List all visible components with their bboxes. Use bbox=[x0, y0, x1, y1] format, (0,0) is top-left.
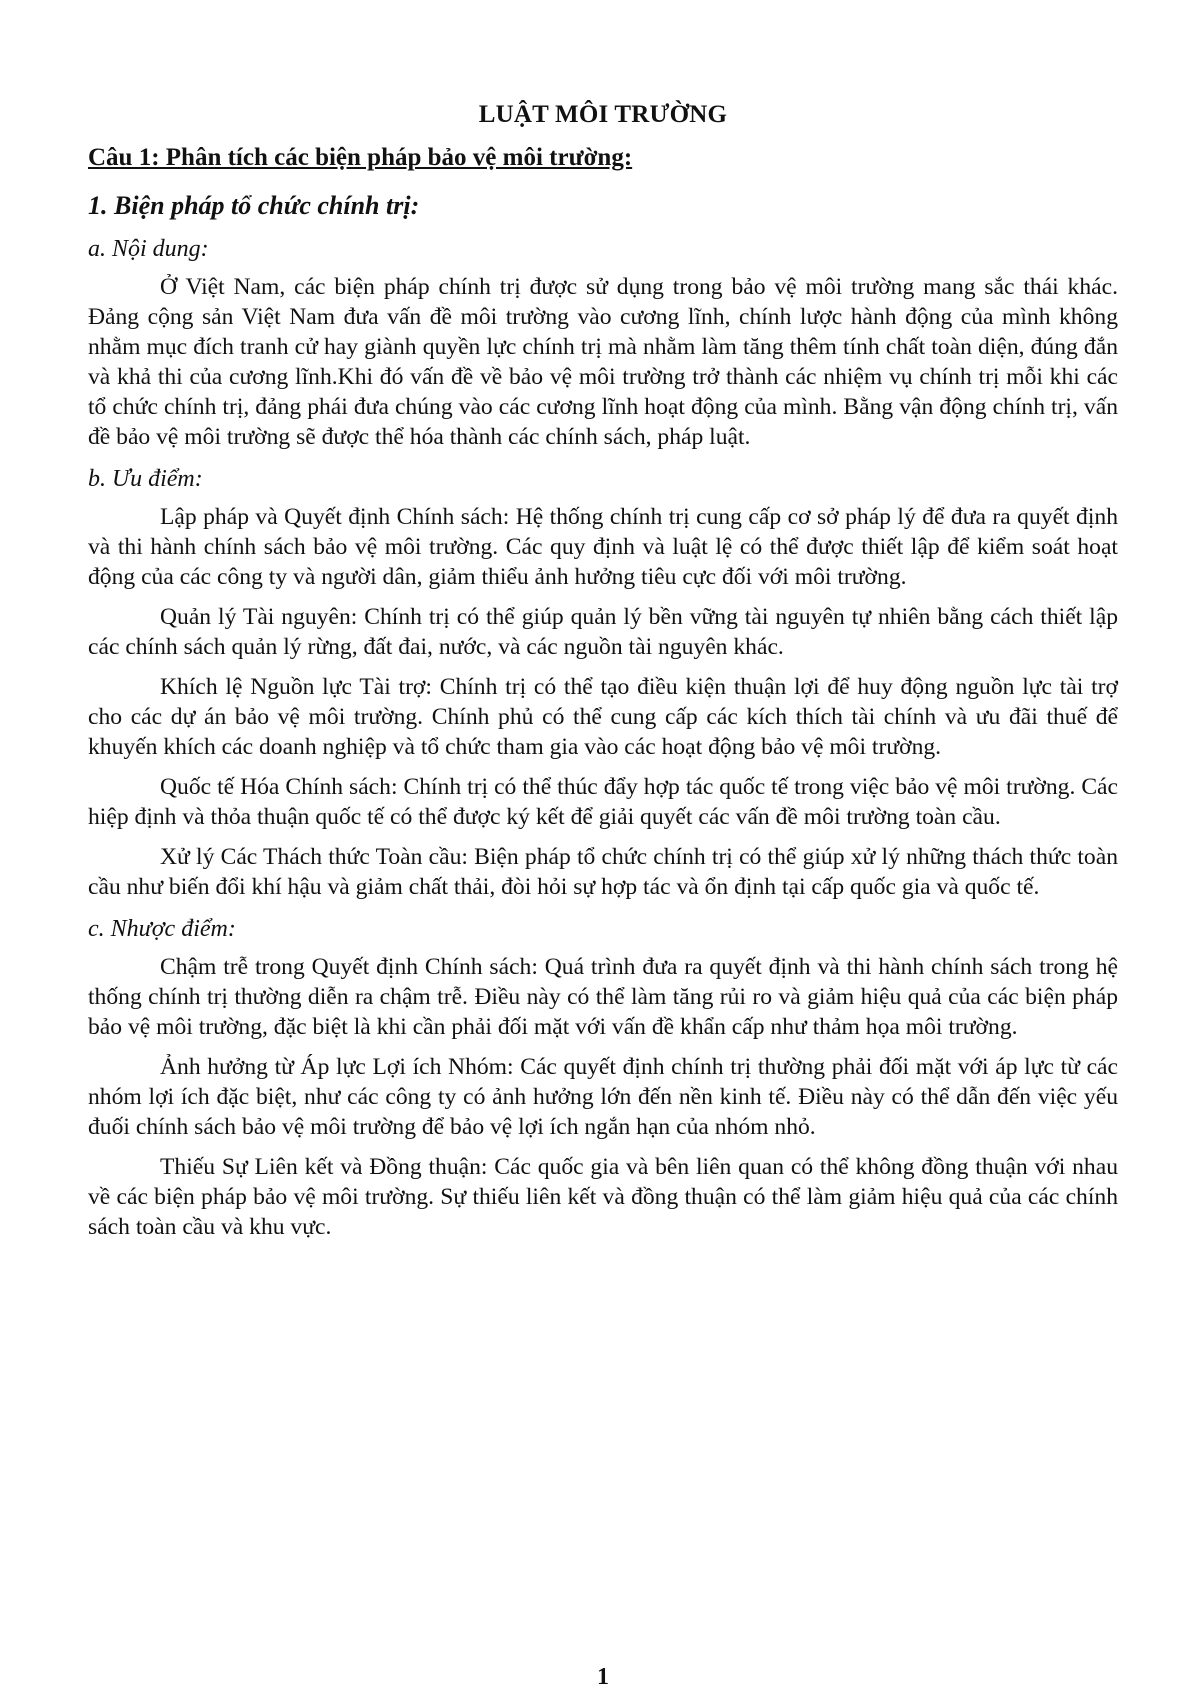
document-title: LUẬT MÔI TRƯỜNG bbox=[478, 101, 728, 128]
disadvantages-subheading: c. Nhược điểm: bbox=[88, 916, 236, 942]
disadvantage-paragraph: Ảnh hưởng từ Áp lực Lợi ích Nhóm: Các quyết định chính trị thường phải đối mặt với áp lực từ các nhóm lợi ích đặc biệt, như các công ty có ảnh hưởng lớn đến nền kinh tế. Điều này có thể dẫn đến việc yếu đuối chính sách bảo vệ môi trường để bảo vệ lợi ích ngắn hạn của nhóm nhỏ. bbox=[88, 1054, 1118, 1140]
advantage-paragraph: Quản lý Tài nguyên: Chính trị có thể giúp quản lý bền vững tài nguyên tự nhiên bằng cách thiết lập các chính sách quản lý rừng, đất đai, nước, và các nguồn tài nguyên khác. bbox=[88, 604, 1118, 660]
advantages-subheading: b. Ưu điểm: bbox=[88, 466, 203, 492]
disadvantage-paragraph: Chậm trễ trong Quyết định Chính sách: Quá trình đưa ra quyết định và thi hành chính sách trong hệ thống chính trị thường diễn ra chậm trễ. Điều này có thể làm tăng rủi ro và giảm hiệu quả của các biện pháp bảo vệ môi trường, đặc biệt là khi cần phải đối mặt với vấn đề khẩn cấp như thảm họa môi trường. bbox=[88, 954, 1118, 1040]
advantage-paragraph: Khích lệ Nguồn lực Tài trợ: Chính trị có thể tạo điều kiện thuận lợi để huy động nguồn lực tài trợ cho các dự án bảo vệ môi trường. Chính phủ có thể cung cấp các kích thích tài chính và ưu đãi thuế để khuyến khích các doanh nghiệp và tổ chức tham gia vào các hoạt động bảo vệ môi trường. bbox=[88, 674, 1118, 760]
content-subheading: a. Nội dung: bbox=[88, 236, 209, 262]
question-heading: Câu 1: Phân tích các biện pháp bảo vệ môi trường: bbox=[88, 144, 633, 171]
disadvantage-paragraph: Thiếu Sự Liên kết và Đồng thuận: Các quốc gia và bên liên quan có thể không đồng thuận với nhau về các biện pháp bảo vệ môi trường. Sự thiếu liên kết và đồng thuận có thể làm giảm hiệu quả của các chính sách toàn cầu và khu vực. bbox=[88, 1154, 1118, 1240]
advantage-paragraph: Xử lý Các Thách thức Toàn cầu: Biện pháp tổ chức chính trị có thể giúp xử lý những thách thức toàn cầu như biến đổi khí hậu và giảm chất thải, đòi hỏi sự hợp tác và ổn định tại cấp quốc gia và quốc tế. bbox=[88, 844, 1118, 900]
content-paragraph: Ở Việt Nam, các biện pháp chính trị được sử dụng trong bảo vệ môi trường mang sắc thái khác. Đảng cộng sản Việt Nam đưa vấn đề môi trường vào cương lĩnh, chính lược hành động của mình không nhằm mục đích tranh cử hay giành quyền lực chính trị mà nhằm làm tăng thêm tính chất toàn diện, đúng đắn và khả thi của cương lĩnh.Khi đó vấn đề về bảo vệ môi trường trở thành các nhiệm vụ chính trị mỗi khi các tổ chức chính trị, đảng phái đưa chúng vào các cương lĩnh hoạt động của mình. Bằng vận động chính trị, vấn đề bảo vệ môi trường sẽ được thể hóa thành các chính sách, pháp luật. bbox=[88, 274, 1118, 450]
advantage-paragraph: Lập pháp và Quyết định Chính sách: Hệ thống chính trị cung cấp cơ sở pháp lý để đưa ra quyết định và thi hành chính sách bảo vệ môi trường. Các quy định và luật lệ có thể được thiết lập để kiểm soát hoạt động của các công ty và người dân, giảm thiểu ảnh hưởng tiêu cực đối với môi trường. bbox=[88, 504, 1118, 590]
advantage-paragraph: Quốc tế Hóa Chính sách: Chính trị có thể thúc đẩy hợp tác quốc tế trong việc bảo vệ môi trường. Các hiệp định và thỏa thuận quốc tế có thể được ký kết để giải quyết các vấn đề môi trường toàn cầu. bbox=[88, 774, 1118, 830]
page-number: 1 bbox=[597, 1664, 609, 1690]
section-heading: 1. Biện pháp tổ chức chính trị: bbox=[88, 191, 420, 220]
document-page bbox=[88, 96, 1118, 1690]
